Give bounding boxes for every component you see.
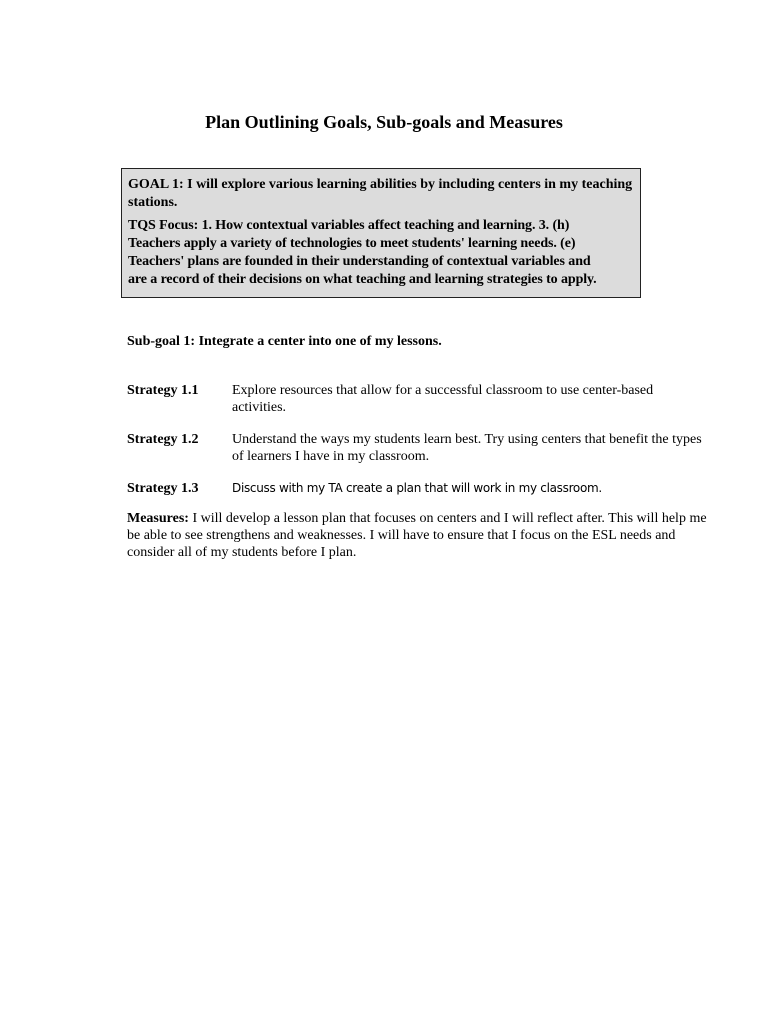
tqs-focus-line-1: TQS Focus: 1. How contextual variables affect teaching and learning. 3. (h) (128, 218, 570, 233)
measures-label: Measures: (127, 511, 189, 526)
strategy-label: Strategy 1.3 (127, 481, 199, 496)
strategy-label: Strategy 1.2 (127, 432, 199, 447)
measures-paragraph (127, 510, 712, 561)
strategy-text: Explore resources that allow for a successful classroom to use center-based activities. (232, 383, 654, 415)
measures-text: I will develop a lesson plan that focuses on centers and I will reflect after. This will help me be able to see strengthens and weaknesses. I will have to ensure that I focus on the ESL needs and consider all of my students before I plan. (127, 511, 707, 560)
page-title: Plan Outlining Goals, Sub-goals and Measures (205, 112, 563, 132)
tqs-focus-line-4: are a record of their decisions on what teaching and learning strategies to apply. (128, 272, 597, 287)
subgoal-heading: Sub-goal 1: Integrate a center into one of my lessons. (127, 334, 442, 349)
goal-box (121, 168, 641, 298)
tqs-focus-line-3: Teachers' plans are founded in their understanding of contextual variables and (128, 254, 591, 269)
goal-statement: GOAL 1: I will explore various learning abilities by including centers in my teaching stations. (128, 177, 633, 210)
tqs-focus-line-2: Teachers apply a variety of technologies to meet students' learning needs. (e) (128, 236, 576, 251)
strategy-text: Discuss with my TA create a plan that will work in my classroom. (232, 481, 602, 495)
strategy-label: Strategy 1.1 (127, 383, 199, 398)
strategy-text: Understand the ways my students learn best. Try using centers that benefit the types of learners I have in my classroom. (232, 432, 702, 464)
